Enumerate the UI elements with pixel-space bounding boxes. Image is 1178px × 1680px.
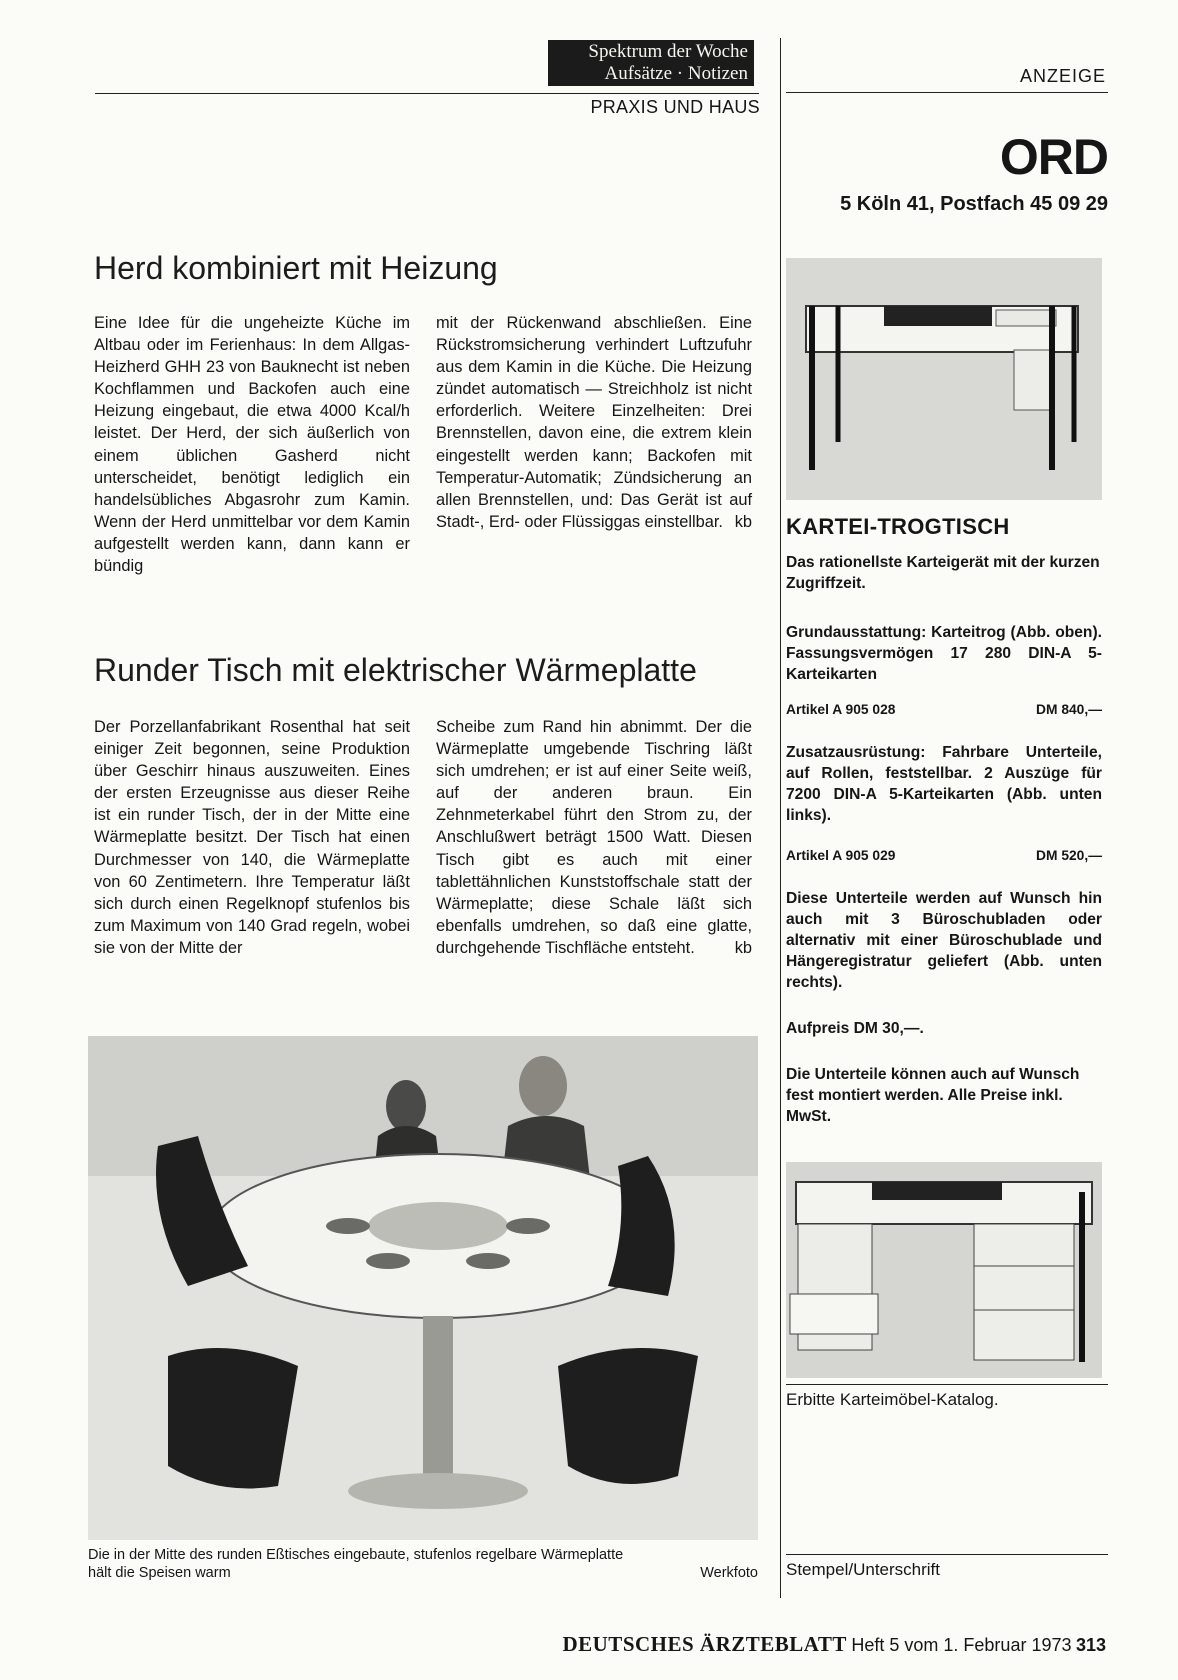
ad-article-2 — [786, 848, 1102, 863]
ad-basic-equipment: Grundausstattung: Karteitrog (Abb. oben). Fassungsvermögen 17 280 DIN-A 5-Karteikarten — [786, 624, 1102, 683]
column-divider — [780, 38, 781, 1598]
ad-product-title: KARTEI-TROGTISCH — [786, 514, 1010, 539]
article-1-price: DM 840,— — [1036, 702, 1102, 717]
article1-text-2: mit der Rückenwand abschließen. Eine Rückstromsicherung verhindert Luftzufuhr aus dem Kamin in die Küche. Die Heizung zündet automatisch — Streichholz ist nicht erforderlich. Weitere Einzelheiten: Drei Brennstellen, davon eine, die extrem klein eingestellt werden kann; Backofen mit Temperatur-Automatik; Zündsicherung an allen Brennstellen, und: Das Gerät ist auf Stadt-, Erd- oder Flüssiggas einstellbar. — [436, 314, 752, 531]
article-2-number: Artikel A 905 029 — [786, 848, 896, 863]
article1-signature: kb — [734, 512, 752, 531]
photo-credit: Werkfoto — [700, 1565, 758, 1581]
article1-title: Herd kombiniert mit Heizung — [94, 250, 498, 286]
ad-brand: ORD — [999, 129, 1108, 185]
photo-caption — [88, 1546, 758, 1582]
drawer-desk-photo — [786, 1162, 1102, 1378]
article-1-number: Artikel A 905 028 — [786, 702, 896, 717]
page-footer — [480, 1632, 1106, 1657]
ad-note: Die Unterteile können auch auf Wunsch fest montiert werden. Alle Preise inkl. MwSt. — [786, 1066, 1080, 1125]
caption-line-2: hält die Speisen warm — [88, 1565, 231, 1581]
badge-line-2: Aufsätze · Notizen — [604, 63, 748, 84]
ad-article-1 — [786, 702, 1102, 717]
article1-column-1 — [94, 312, 410, 577]
stamp-label: Stempel/Unterschrift — [786, 1560, 940, 1579]
page-number: 313 — [1075, 1635, 1106, 1655]
article2-title: Runder Tisch mit elektrischer Wärmeplatte — [94, 652, 697, 688]
article2-column-1 — [94, 716, 410, 959]
section-badge — [548, 40, 754, 86]
stamp-rule — [786, 1554, 1108, 1555]
article1-text-1: Eine Idee für die ungeheizte Küche im Altbau oder im Ferienhaus: In dem Allgas-Heizherd GHH 23 von Bauknecht ist neben Kochflammen und Backofen auch eine Heizung eingebaut, die etwa 4000 Kcal/h leistet. Der Herd, der sich äußerlich von einem üblichen Gasherd nicht unterscheidet, benötigt lediglich ein handelsübliches Abgasrohr zum Kamin. Wenn der Herd unmittelbar vor dem Kamin aufgestellt werden kann, dann kann er bündig — [94, 314, 410, 576]
table-photo — [88, 1036, 758, 1540]
article2-text-1: Der Porzellanfabrikant Rosenthal hat seit einiger Zeit begonnen, seine Produktion über Geschirr hinaus auszuweiten. Eines der ersten Erzeugnisse aus dieser Reihe ist ein runder Tisch, der in der Mitte eine Wärmeplatte besitzt. Der Tisch hat einen Durchmesser von 140, die Wärmeplatte von 60 Zentimetern. Ihre Temperatur läßt sich durch einen Regelknopf stufenlos bis zum Maximum von 140 Grad regeln, wobei sie von der Mitte der — [94, 718, 410, 957]
badge-line-1: Spektrum der Woche — [588, 41, 748, 62]
catalog-request: Erbitte Karteimöbel-Katalog. — [786, 1390, 999, 1409]
ad-tagline: Das rationellste Karteigerät mit der kurzen Zugriffzeit. — [786, 554, 1100, 592]
article2-signature: kb — [734, 939, 752, 958]
article2-column-2 — [436, 716, 752, 959]
article2-text-2: Scheibe zum Rand hin abnimmt. Der die Wärmeplatte umgebende Tischring läßt sich umdrehen; er ist auf einer Seite weiß, auf der anderen braun. Ein Zehnmeterkabel führt den Strom zu, der Anschlußwert beträgt 1500 Watt. Diesen Tisch gibt es auch mit einer tablettähnlichen Kunststoffschale statt der Wärmeplatte; diese Schale läßt sich ebenfalls umdrehen, so daß eine glatte, durchgehende Tischfläche entsteht. — [436, 718, 752, 957]
caption-line-1: Die in der Mitte des runden Eßtisches eingebaute, stufenlos regelbare Wärmeplatte — [88, 1547, 624, 1563]
trough-desk-photo — [786, 258, 1102, 500]
article1-column-2 — [436, 312, 752, 533]
issue-info: Heft 5 vom 1. Februar 1973 — [851, 1635, 1072, 1655]
catalog-rule — [786, 1384, 1108, 1385]
ad-extra-equipment: Zusatzausrüstung: Fahrbare Unterteile, auf Rollen, feststellbar. 2 Auszüge für 7200 DIN-A 5-Karteikarten (Abb. unten links). — [786, 744, 1102, 824]
ad-surcharge: Aufpreis DM 30,—. — [786, 1020, 924, 1037]
ad-label: ANZEIGE — [1019, 66, 1106, 86]
ad-address: 5 Köln 41, Postfach 45 09 29 — [840, 193, 1108, 215]
ad-rule — [786, 92, 1108, 93]
article-2-price: DM 520,— — [1036, 848, 1102, 863]
ad-option-text: Diese Unterteile werden auf Wunsch hin auch mit 3 Büroschubladen oder alternativ mit einer Büroschublade und Hängeregistratur geliefert (Abb. unten rechts). — [786, 890, 1102, 991]
header-rule — [95, 93, 759, 94]
section-title: PRAXIS UND HAUS — [590, 97, 760, 117]
magazine-name: DEUTSCHES ÄRZTEBLATT — [562, 1632, 847, 1656]
